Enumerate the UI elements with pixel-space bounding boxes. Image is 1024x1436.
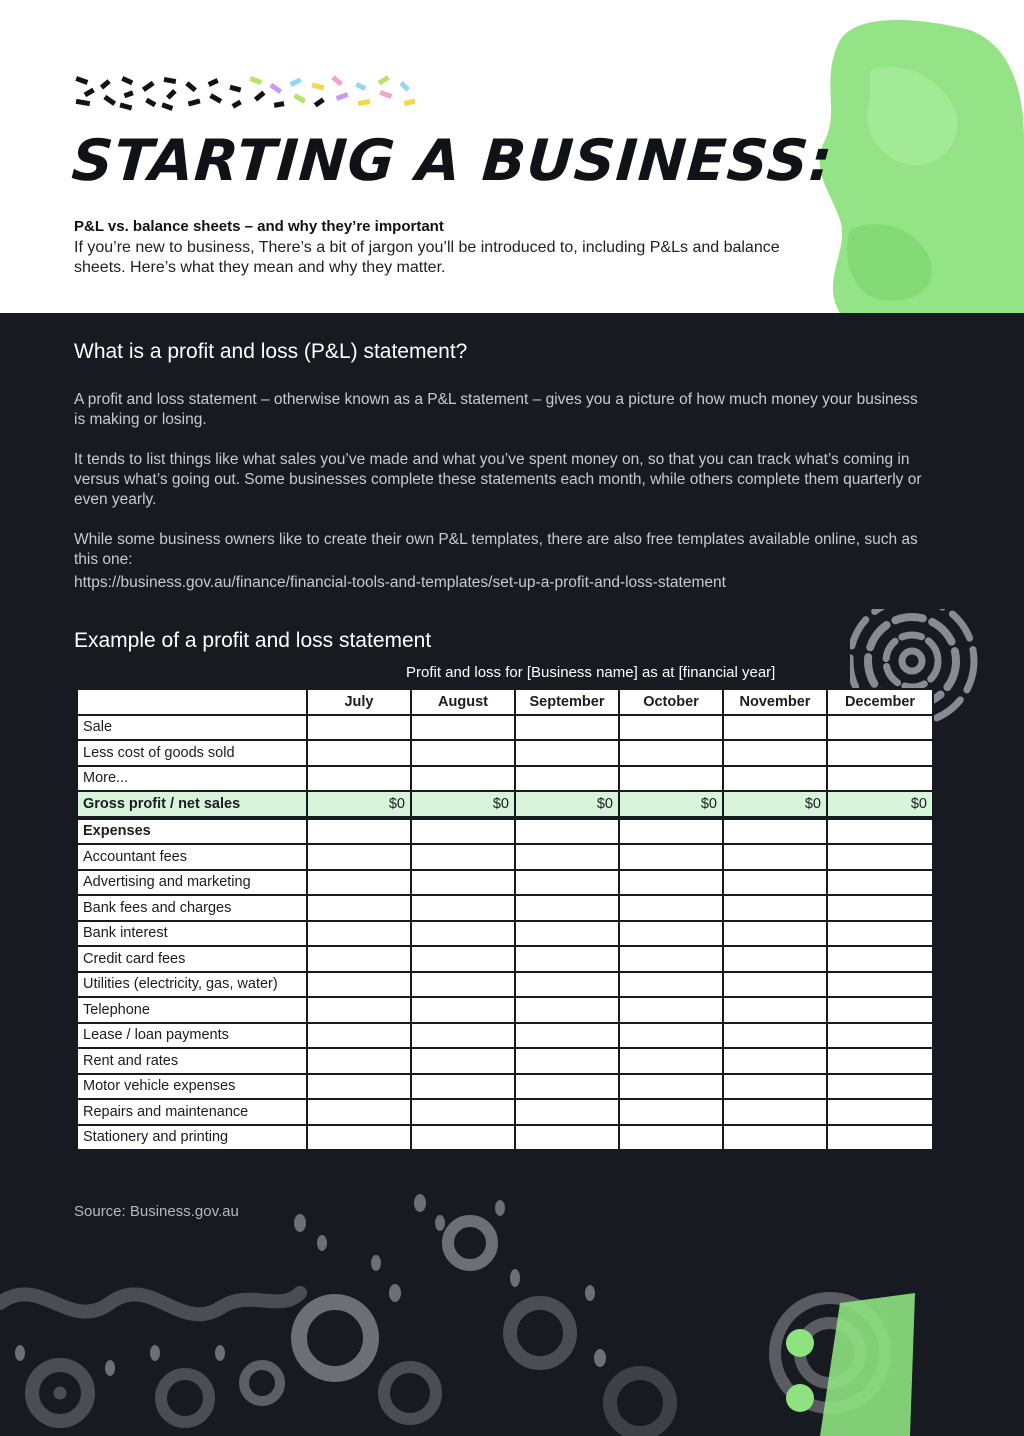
table-cell[interactable] — [307, 715, 411, 741]
row-label: Motor vehicle expenses — [77, 1074, 307, 1100]
table-cell[interactable] — [619, 1099, 723, 1125]
row-label: Rent and rates — [77, 1048, 307, 1074]
row-label: Less cost of goods sold — [77, 740, 307, 766]
table-cell[interactable] — [619, 997, 723, 1023]
table-cell[interactable] — [619, 715, 723, 741]
table-row — [77, 895, 933, 921]
table-cell[interactable] — [827, 921, 933, 947]
table-cell[interactable] — [515, 946, 619, 972]
column-header: December — [827, 689, 933, 715]
table-cell[interactable] — [723, 1074, 827, 1100]
table-cell[interactable] — [307, 844, 411, 870]
section-heading: What is a profit and loss (P&L) statement? — [74, 340, 468, 363]
paragraph-1: A profit and loss statement – otherwise known as a P&L statement – gives you a picture of how much money your business is making or losing. — [74, 391, 918, 428]
table-row — [77, 997, 933, 1023]
table-cell — [515, 818, 619, 845]
table-cell[interactable] — [619, 870, 723, 896]
row-label: Telephone — [77, 997, 307, 1023]
table-cell[interactable] — [827, 766, 933, 792]
table-cell[interactable] — [515, 997, 619, 1023]
page-subtitle: P&L vs. balance sheets – and why they’re important — [74, 218, 444, 235]
gross-value: $0 — [619, 791, 723, 818]
table-cell[interactable] — [307, 972, 411, 998]
table-cell[interactable] — [827, 1048, 933, 1074]
table-cell[interactable] — [827, 1023, 933, 1049]
table-cell[interactable] — [307, 766, 411, 792]
table-cell[interactable] — [723, 997, 827, 1023]
table-row — [77, 1099, 933, 1125]
table-cell[interactable] — [411, 997, 515, 1023]
table-cell[interactable] — [307, 1099, 411, 1125]
table-cell[interactable] — [307, 870, 411, 896]
table-cell[interactable] — [619, 844, 723, 870]
table-cell[interactable] — [619, 1048, 723, 1074]
corner-cell — [77, 689, 307, 715]
profit-loss-table — [76, 688, 934, 1151]
table-row — [77, 1023, 933, 1049]
row-label: Utilities (electricity, gas, water) — [77, 972, 307, 998]
table-cell[interactable] — [723, 1099, 827, 1125]
table-cell[interactable] — [307, 895, 411, 921]
row-label: Bank interest — [77, 921, 307, 947]
table-cell[interactable] — [411, 921, 515, 947]
table-cell[interactable] — [619, 921, 723, 947]
intro-paragraph: If you’re new to business, There’s a bit of jargon you’ll be introduced to, including P&Ls and balance sheets. Here’s what they mean and why they matter. — [74, 239, 780, 276]
table-cell[interactable] — [307, 1023, 411, 1049]
column-header: September — [515, 689, 619, 715]
table-cell[interactable] — [515, 844, 619, 870]
table-cell[interactable] — [827, 844, 933, 870]
table-cell[interactable] — [619, 740, 723, 766]
gross-value: $0 — [515, 791, 619, 818]
source-note: Source: Business.gov.au — [74, 1203, 239, 1220]
column-header: November — [723, 689, 827, 715]
table-cell[interactable] — [307, 1048, 411, 1074]
table-cell[interactable] — [827, 895, 933, 921]
example-heading: Example of a profit and loss statement — [74, 629, 432, 652]
gross-value: $0 — [723, 791, 827, 818]
table-cell[interactable] — [827, 870, 933, 896]
table-cell[interactable] — [619, 1023, 723, 1049]
table-row — [77, 946, 933, 972]
table-caption: Profit and loss for [Business name] as at [financial year] — [406, 664, 776, 681]
column-header: October — [619, 689, 723, 715]
table-cell[interactable] — [827, 740, 933, 766]
table-cell[interactable] — [515, 972, 619, 998]
table-cell[interactable] — [723, 766, 827, 792]
table-cell[interactable] — [515, 1048, 619, 1074]
table-cell[interactable] — [827, 1125, 933, 1151]
dot-painting-pattern — [0, 1183, 1024, 1436]
header-section — [0, 0, 1024, 313]
table-row — [77, 1074, 933, 1100]
page-title: STARTING A BUSINESS: — [69, 128, 836, 194]
row-label: Credit card fees — [77, 946, 307, 972]
table-cell[interactable] — [619, 766, 723, 792]
table-row — [77, 921, 933, 947]
table-cell[interactable] — [827, 1074, 933, 1100]
table-cell[interactable] — [723, 895, 827, 921]
table-cell[interactable] — [723, 870, 827, 896]
table-cell — [619, 818, 723, 845]
table-cell[interactable] — [619, 946, 723, 972]
table-cell[interactable] — [411, 972, 515, 998]
table-row — [77, 972, 933, 998]
table-cell[interactable] — [411, 1099, 515, 1125]
paragraph-2: It tends to list things like what sales you’ve made and what you’ve spent money on, so that you can track what’s coming in versus what’s going out. Some businesses complete these statements each month, while others complete them quarterly or even yearly. — [74, 451, 922, 508]
table-cell[interactable] — [515, 766, 619, 792]
table-cell[interactable] — [411, 1023, 515, 1049]
table-row — [77, 740, 933, 766]
row-label: More... — [77, 766, 307, 792]
table-row — [77, 1125, 933, 1151]
table-row — [77, 870, 933, 896]
table-cell[interactable] — [723, 1125, 827, 1151]
table-cell[interactable] — [411, 715, 515, 741]
table-cell[interactable] — [515, 740, 619, 766]
template-link[interactable]: https://business.gov.au/finance/financial-tools-and-templates/set-up-a-profit-and-loss-statement — [74, 574, 726, 591]
row-label: Lease / loan payments — [77, 1023, 307, 1049]
table-cell[interactable] — [723, 715, 827, 741]
table-cell[interactable] — [827, 997, 933, 1023]
table-cell[interactable] — [515, 921, 619, 947]
confetti-pattern — [74, 72, 419, 114]
column-header: July — [307, 689, 411, 715]
table-cell — [827, 818, 933, 845]
table-row — [77, 715, 933, 741]
table-cell[interactable] — [723, 972, 827, 998]
table-cell[interactable] — [827, 715, 933, 741]
table-cell[interactable] — [307, 997, 411, 1023]
table-cell[interactable] — [723, 844, 827, 870]
table-cell[interactable] — [307, 1074, 411, 1100]
table-cell[interactable] — [411, 1074, 515, 1100]
expenses-header-row — [77, 818, 933, 845]
table-cell — [411, 818, 515, 845]
gross-value: $0 — [411, 791, 515, 818]
table-cell[interactable] — [411, 870, 515, 896]
table-cell[interactable] — [411, 1048, 515, 1074]
table-cell[interactable] — [827, 1099, 933, 1125]
table-cell[interactable] — [619, 1074, 723, 1100]
column-header: August — [411, 689, 515, 715]
row-label: Accountant fees — [77, 844, 307, 870]
table-cell[interactable] — [411, 740, 515, 766]
table-cell — [307, 818, 411, 845]
table-cell — [723, 818, 827, 845]
paragraph-3: While some business owners like to create their own P&L templates, there are also free templates available online, such as this one: — [74, 531, 918, 568]
table-cell[interactable] — [307, 1125, 411, 1151]
table-row — [77, 1048, 933, 1074]
table-cell[interactable] — [723, 921, 827, 947]
table-cell[interactable] — [515, 715, 619, 741]
table-cell[interactable] — [619, 1125, 723, 1151]
row-label: Expenses — [77, 818, 307, 845]
table-cell[interactable] — [515, 1023, 619, 1049]
table-cell[interactable] — [515, 1099, 619, 1125]
table-cell[interactable] — [723, 1048, 827, 1074]
table-cell[interactable] — [411, 844, 515, 870]
table-cell[interactable] — [307, 946, 411, 972]
row-label: Stationery and printing — [77, 1125, 307, 1151]
table-cell[interactable] — [723, 946, 827, 972]
table-cell[interactable] — [307, 921, 411, 947]
table-cell[interactable] — [619, 972, 723, 998]
table-cell[interactable] — [827, 972, 933, 998]
table-row — [77, 766, 933, 792]
table-cell[interactable] — [411, 895, 515, 921]
table-cell[interactable] — [515, 895, 619, 921]
table-cell[interactable] — [723, 740, 827, 766]
row-label: Gross profit / net sales — [77, 791, 307, 818]
row-label: Advertising and marketing — [77, 870, 307, 896]
table-cell[interactable] — [827, 946, 933, 972]
row-label: Bank fees and charges — [77, 895, 307, 921]
table-cell[interactable] — [515, 1125, 619, 1151]
table-cell[interactable] — [723, 1023, 827, 1049]
table-cell[interactable] — [411, 1125, 515, 1151]
table-cell[interactable] — [515, 870, 619, 896]
row-label: Sale — [77, 715, 307, 741]
row-label: Repairs and maintenance — [77, 1099, 307, 1125]
table-cell[interactable] — [411, 766, 515, 792]
table-row — [77, 844, 933, 870]
gross-value: $0 — [827, 791, 933, 818]
table-cell[interactable] — [515, 1074, 619, 1100]
table-cell[interactable] — [619, 895, 723, 921]
gross-value: $0 — [307, 791, 411, 818]
gross-profit-row — [77, 791, 933, 818]
table-header-row — [77, 689, 933, 715]
table-cell[interactable] — [411, 946, 515, 972]
content-section — [0, 313, 1024, 1436]
table-cell[interactable] — [307, 740, 411, 766]
